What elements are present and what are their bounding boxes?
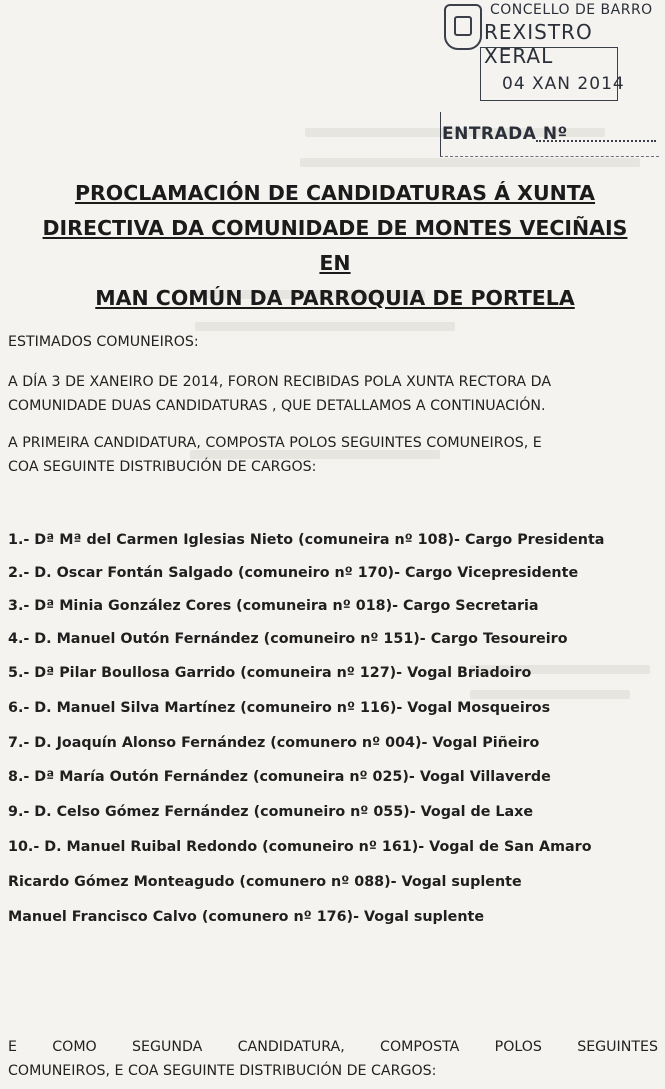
list-item: 4.- D. Manuel Outón Fernández (comuneiro nº 151)- Cargo Tesoureiro — [8, 631, 568, 647]
show-through-line — [470, 690, 630, 699]
stamp-date: 04 XAN 2014 — [502, 74, 625, 94]
list-item: 2.- D. Oscar Fontán Salgado (comuneiro nº 170)- Cargo Vicepresidente — [8, 565, 579, 581]
paragraph-received-line-2: COMUNIDADE DUAS CANDIDATURAS , QUE DETALLAMOS A CONTINUACIÓN. — [8, 398, 546, 414]
paragraph-second-line-1: E COMO SEGUNDA CANDIDATURA, COMPOSTA POLOS SEGUINTES — [8, 1039, 658, 1055]
list-item: 3.- Dª Minia González Cores (comuneira nº 018)- Cargo Secretaria — [8, 598, 539, 614]
list-item: 10.- D. Manuel Ruibal Redondo (comuneiro nº 161)- Vogal de San Amaro — [8, 839, 592, 855]
stamp-registry: REXISTRO XERAL — [484, 20, 593, 68]
paragraph-second-candidacy — [8, 1035, 658, 1083]
paragraph-first-candidacy — [8, 431, 658, 479]
paragraph-received — [8, 370, 658, 418]
greeting: ESTIMADOS COMUNEIROS: — [8, 334, 199, 350]
paragraph-first-line-1: A PRIMEIRA CANDIDATURA, COMPOSTA POLOS SEGUINTES COMUNEIROS, E — [8, 435, 542, 451]
stamp-organization: CONCELLO DE BARRO — [490, 2, 653, 18]
list-item: 1.- Dª Mª del Carmen Iglesias Nieto (comuneira nº 108)- Cargo Presidenta — [8, 532, 605, 548]
title-line-1: PROCLAMACIÓN DE CANDIDATURAS Á XUNTA — [74, 181, 596, 205]
list-item: Ricardo Gómez Monteagudo (comunero nº 088)- Vogal suplente — [8, 874, 522, 890]
stamp-entry-dots — [536, 140, 656, 142]
paragraph-first-line-2: COA SEGUINTE DISTRIBUCIÓN DE CARGOS: — [8, 459, 317, 475]
title-line-2: DIRECTIVA DA COMUNIDADE DE MONTES VECIÑAIS EN — [42, 216, 628, 275]
paragraph-second-line-2: COMUNEIROS, E COA SEGUINTE DISTRIBUCIÓN DE CARGOS: — [8, 1063, 437, 1079]
list-item: 8.- Dª María Outón Fernández (comuneira nº 025)- Vogal Villaverde — [8, 769, 551, 785]
stamp-entry-label: ENTRADA Nº — [442, 124, 568, 144]
list-item: 7.- D. Joaquín Alonso Fernández (comunero nº 004)- Vogal Piñeiro — [8, 735, 540, 751]
paragraph-received-line-1: A DÍA 3 DE XANEIRO DE 2014, FORON RECIBIDAS POLA XUNTA RECTORA DA — [8, 374, 552, 390]
registry-stamp — [440, 0, 662, 160]
coat-of-arms-icon — [444, 4, 482, 50]
list-item: 6.- D. Manuel Silva Martínez (comuneiro nº 116)- Vogal Mosqueiros — [8, 700, 551, 716]
list-item: 9.- D. Celso Gómez Fernández (comuneiro nº 055)- Vogal de Laxe — [8, 804, 534, 820]
document-title — [40, 176, 630, 316]
title-line-3: MAN COMÚN DA PARROQUIA DE PORTELA — [95, 286, 575, 310]
list-item: Manuel Francisco Calvo (comunero nº 176)- Vogal suplente — [8, 909, 485, 925]
list-item: 5.- Dª Pilar Boullosa Garrido (comuneira nº 127)- Vogal Briadoiro — [8, 665, 532, 681]
